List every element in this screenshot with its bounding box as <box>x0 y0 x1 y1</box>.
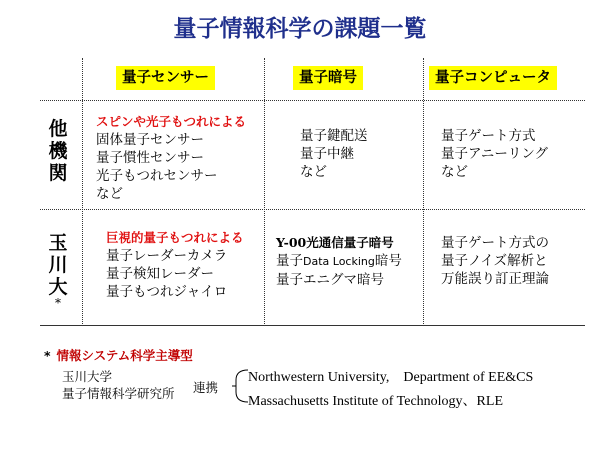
header-quantum-computer: 量子コンピュータ <box>429 66 557 90</box>
cell-other-crypto: 量子鍵配送 量子中継 など <box>300 128 368 180</box>
table-divider <box>264 58 265 326</box>
footnote-marker: * <box>55 296 61 310</box>
table-divider <box>40 209 585 210</box>
table-divider <box>82 58 83 326</box>
cell-other-sensor: スピンや光子もつれによる 固体量子センサー 量子慣性センサー 光子もつれセンサー など <box>96 114 247 202</box>
header-quantum-crypto: 量子暗号 <box>293 66 363 90</box>
table-divider <box>40 325 585 326</box>
partner-northwestern: Northwestern University, Department of EE&CS <box>248 370 534 385</box>
header-quantum-sensor: 量子センサー <box>116 66 215 90</box>
table-divider <box>423 58 424 326</box>
row-label-other-institutions: 他 機 関 <box>48 118 68 184</box>
footnote: * 情報システム科学主導型 <box>44 348 193 363</box>
partner-mit: Massachusetts Institute of Technology、RLE <box>248 394 504 409</box>
highlight-text: スピンや光子もつれによる <box>96 114 247 129</box>
cell-other-computer: 量子ゲート方式 量子アニーリング など <box>441 128 549 180</box>
university-name: 玉川大学 量子情報科学研究所 <box>62 369 175 401</box>
page-title: 量子情報科学の課題一覧 <box>173 15 427 42</box>
highlight-text: 巨視的量子もつれによる <box>106 230 244 245</box>
table-divider <box>40 100 585 101</box>
cell-tamagawa-computer: 量子ゲート方式の 量子ノイズ解析と 万能誤り訂正理論 <box>441 235 549 287</box>
row-label-tamagawa: 玉 川 大 * <box>43 232 73 308</box>
cell-tamagawa-crypto: Y-00光通信量子暗号 量子Data Locking暗号 量子エニグマ暗号 <box>276 235 402 288</box>
cell-tamagawa-sensor: 巨視的量子もつれによる 量子レーダーカメラ 量子検知レーダー 量子もつれジャイロ <box>106 230 244 300</box>
partnership-label: 連携 <box>193 380 219 395</box>
